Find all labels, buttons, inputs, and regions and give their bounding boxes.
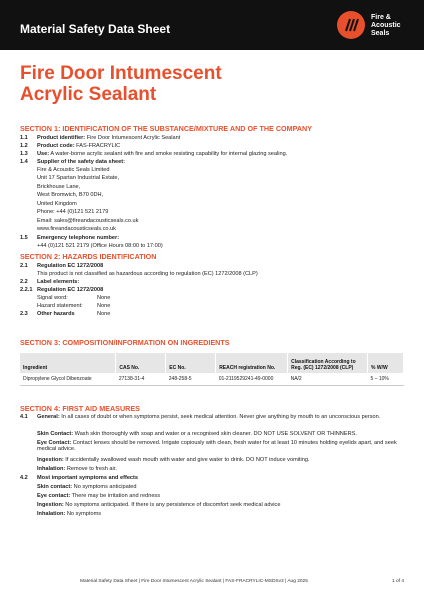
col-header: CAS No.: [116, 353, 166, 373]
hazard-statement-label: Hazard statement:: [37, 303, 83, 309]
col-header: Ingredient: [20, 353, 116, 373]
address-line: Fire & Acoustic Seals Limited: [37, 167, 110, 173]
col-header: EC No.: [166, 353, 216, 373]
other-hazards-value: None: [97, 311, 111, 317]
flame-stripes-icon: [337, 11, 365, 39]
eye-contact-text: Eye Contact: Contact lenses should be removed. Irrigate copiously with clean, fresh water for at least 10 minutes holding eyelids apart, and seek medical advice.: [37, 440, 397, 453]
footer-text: Material Safety Data Sheet | Fire Door Intumescent Acrylic Sealant | FAS-FRACRYLIC-MSDSv3 | Aug 2025: [80, 579, 308, 584]
col-header: % W/W: [368, 353, 404, 373]
emergency-phone: +44 (0)121 521 2179 (Office Hours 08:00 to 17:00): [37, 243, 163, 249]
table-cell: Dipropylene Glycol Dibenzoate: [20, 373, 116, 385]
header-bar: [0, 0, 424, 50]
inhalation-symptoms: Inhalation: No symptoms: [37, 511, 102, 517]
eye-contact-symptoms: Eye contact: There may be irritation and redness: [37, 493, 161, 499]
table-cell: 5 – 10%: [368, 373, 404, 385]
table-cell: 01-2119529241-49-0000: [216, 373, 288, 385]
section-4-heading: SECTION 4: FIRST AID MEASURES: [20, 404, 140, 413]
s2-row-1-text: This product is not classified as hazardous according to regulation (EC) 1272/2008 (CLP): [37, 271, 258, 277]
skin-contact-text: Skin Contact: Wash skin thoroughly with soap and water or a recognised skin cleaner. DO NOT USE SOLVENT OR THINNERS.: [37, 431, 357, 437]
page-title: Fire Door Intumescent Acrylic Sealant: [20, 63, 222, 105]
table-row: [20, 373, 404, 385]
col-header: REACH registration No.: [216, 353, 288, 373]
phone-line: Phone: +44 (0)121 521 2179: [37, 209, 109, 215]
ingestion-symptoms: Ingestion: No symptoms anticipated. If there is any persistence of discomfort seek medical advice: [37, 502, 281, 508]
ingredients-table: [20, 353, 404, 386]
table-header-row: [20, 353, 404, 373]
header-title: Material Safety Data Sheet: [20, 22, 171, 36]
table-cell: NA/2: [288, 373, 368, 385]
page-number: 1 of 4: [391, 579, 404, 584]
hazard-statement-value: None: [97, 303, 111, 309]
email-link[interactable]: Email: sales@fireandacousticseals.co.uk: [37, 218, 139, 224]
signal-word-label: Signal word:: [37, 295, 68, 301]
skin-contact-symptoms: Skin contact: No symptoms anticipated: [37, 484, 137, 490]
section-3-heading: SECTION 3: COMPOSITION/INFORMATION ON INGREDIENTS: [20, 338, 230, 347]
address-line: United Kingdom: [37, 201, 77, 207]
logo-text: Fire & Acoustic Seals: [371, 14, 401, 37]
address-line: West Bromwich, B70 0DH,: [37, 192, 104, 198]
address-line: Brickhouse Lane,: [37, 184, 81, 190]
inhalation-text: Inhalation: Remove to fresh air.: [37, 466, 117, 472]
col-header: Classification According to Reg. (EC) 1272/2008 (CLP): [288, 353, 368, 373]
ingestion-text: Ingestion: If accidentally swallowed wash mouth with water and give water to drink. DO NOT induce vomiting.: [37, 457, 310, 463]
section-1-heading: SECTION 1: IDENTIFICATION OF THE SUBSTANCE/MIXTURE AND OF THE COMPANY: [20, 124, 313, 133]
signal-word-value: None: [97, 295, 111, 301]
address-line: Unit 17 Spartan Industrial Estate,: [37, 175, 120, 181]
section-2-heading: SECTION 2: HAZARDS IDENTIFICATION: [20, 252, 157, 261]
website-link[interactable]: www.fireandacousticseals.co.uk: [37, 226, 116, 232]
table-cell: 27138-31-4: [116, 373, 166, 385]
table-cell: 248-258-5: [166, 373, 216, 385]
